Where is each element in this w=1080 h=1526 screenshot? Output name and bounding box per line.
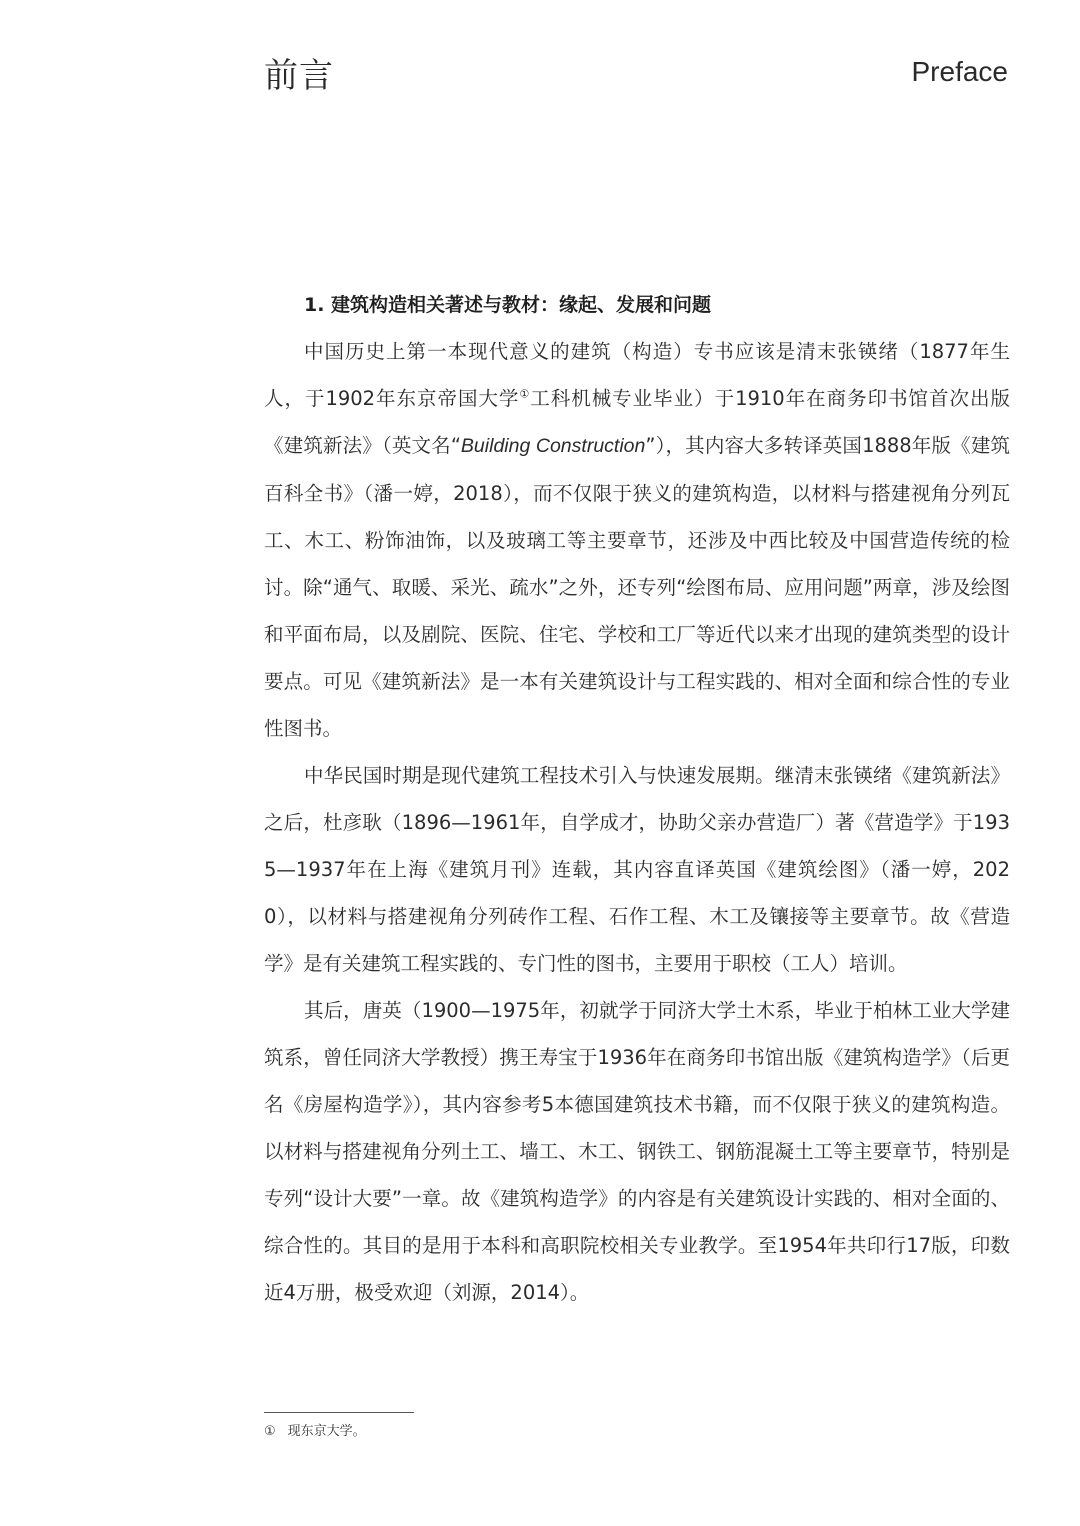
paragraph-1-text-c: ”），其内容大多转译英国1888年版《建筑百科全书》（潘一婷，2018），而不仅限于狭义的建筑构造，以材料与搭建视角分列瓦工、木工、粉饰油饰，以及玻璃工等主要章节，还涉及中西比较及中国营造传统的检讨。除“通气、取暖、采光、疏水”之外，还专列“绘图布局、应用问题”两章，涉及绘图和平面布局，以及剧院、医院、住宅、学校和工厂等近代以来才出现的建筑类型的设计要点。可见《建筑新法》是一本有关建筑设计与工程实践的、相对全面和综合性的专业性图书。 bbox=[264, 434, 1010, 740]
main-content bbox=[264, 282, 1010, 1316]
footnote bbox=[264, 1422, 366, 1442]
page-title: 前言 bbox=[264, 56, 334, 96]
paragraph-1-text-b: 工科机械专业毕业）于1910年在商务印书馆首次出版《建筑新法》（英文名“ bbox=[264, 387, 1010, 457]
paragraph-1-text-a: 中国历史上第一本现代意义的建筑（构造）专书应该是清末张锳绪（1877年生人，于1902年东京帝国大学 bbox=[264, 340, 1010, 410]
footnote-divider bbox=[264, 1412, 414, 1413]
footnote-text: 现东京大学。 bbox=[287, 1424, 366, 1439]
footnote-mark: ① bbox=[264, 1424, 276, 1439]
paragraph-3: 其后，唐英（1900—1975年，初就学于同济大学土木系，毕业于柏林工业大学建筑系，曾任同济大学教授）携王寿宝于1936年在商务印书馆出版《建筑构造学》（后更名《房屋构造学》），其内容参考5本德国建筑技术书籍，而不仅限于狭义的建筑构造。以材料与搭建视角分列土工、墙工、木工、钢铁工、钢筋混凝土工等主要章节，特别是专列“设计大要”一章。故《建筑构造学》的内容是有关建筑设计实践的、相对全面的、综合性的。其目的是用于本科和高职院校相关专业教学。至1954年共印行17版，印数近4万册，极受欢迎（刘源，2014）。 bbox=[264, 999, 1010, 1304]
english-book-title: Building Construction bbox=[460, 435, 646, 457]
page-title-english: Preface bbox=[911, 56, 1008, 87]
paragraph-2: 中华民国时期是现代建筑工程技术引入与快速发展期。继清末张锳绪《建筑新法》之后，杜彦耿（1896—1961年，自学成才，协助父亲办营造厂）著《营造学》于1935—1937年在上海《建筑月刊》连载，其内容直译英国《建筑绘图》（潘一婷，2020），以材料与搭建视角分列砖作工程、石作工程、木工及镶接等主要章节。故《营造学》是有关建筑工程实践的、专门性的图书，主要用于职校（工人）培训。 bbox=[264, 764, 1010, 975]
paragraph-1 bbox=[264, 328, 1010, 752]
section-heading: 1. 建筑构造相关著述与教材：缘起、发展和问题 bbox=[304, 294, 712, 316]
footnote-reference: ① bbox=[519, 387, 531, 401]
